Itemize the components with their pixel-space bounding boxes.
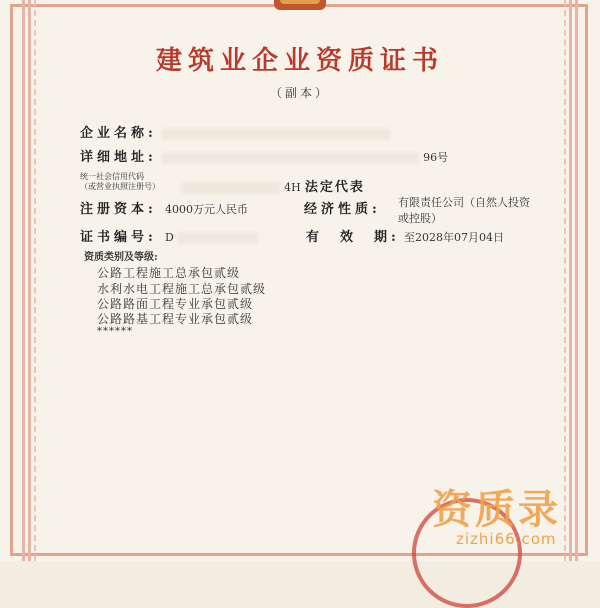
company-name-row <box>80 122 391 141</box>
economic-nature-label: 经济性质: <box>304 202 381 217</box>
redacted-address <box>161 152 419 164</box>
economic-nature-row <box>304 198 381 217</box>
cert-no-row <box>80 226 258 245</box>
redacted-company-name <box>161 128 391 140</box>
qualification-item: 公路路面工程专业承包贰级 <box>97 297 254 311</box>
qualification-heading: 资质类别及等级: <box>84 252 158 263</box>
capital-value: 4000万元人民币 <box>164 203 248 216</box>
credit-code-label-1: 统一社会信用代码 <box>80 172 144 181</box>
qualification-item: 公路工程施工总承包贰级 <box>97 266 241 280</box>
credit-code-row <box>80 172 160 192</box>
watermark-brand: 资质录 <box>432 487 561 533</box>
validity-value: 至2028年07月04日 <box>403 231 504 244</box>
credit-code-tail: 4H <box>284 181 301 194</box>
company-name-label: 企业名称: <box>80 126 157 141</box>
credit-code-label-2: （或营业执照注册号） <box>80 182 160 191</box>
economic-nature-value-line-2: 或控股） <box>398 212 442 225</box>
cert-no-value: D <box>164 231 174 244</box>
watermark <box>400 478 590 558</box>
capital-label: 注册资本: <box>80 202 157 217</box>
national-emblem-icon <box>268 0 332 18</box>
economic-nature-value-line-1: 有限责任公司（自然人投资 <box>398 196 530 209</box>
qualification-more: ****** <box>97 326 133 337</box>
certificate-title: 建筑业企业资质证书 <box>155 46 444 76</box>
address-row <box>80 146 448 165</box>
validity-row <box>306 226 504 245</box>
qualification-item: 公路路基工程专业承包贰级 <box>97 312 254 326</box>
capital-row <box>80 198 248 217</box>
address-label: 详细地址: <box>80 150 157 165</box>
legal-rep-label: 法定代表 <box>304 180 365 195</box>
address-value-tail: 96号 <box>423 151 449 164</box>
credit-code-value-row <box>180 176 365 195</box>
certificate-subtitle: （副本） <box>269 86 330 100</box>
cert-no-label: 证书编号: <box>80 230 157 245</box>
validity-label: 有 效 期: <box>306 230 400 245</box>
qualification-item: 水利水电工程施工总承包贰级 <box>97 282 267 296</box>
watermark-url: zizhi66.com <box>456 530 557 548</box>
redacted-cert-no <box>178 232 258 244</box>
redacted-credit-code <box>180 182 280 194</box>
economic-nature-value <box>398 194 530 226</box>
